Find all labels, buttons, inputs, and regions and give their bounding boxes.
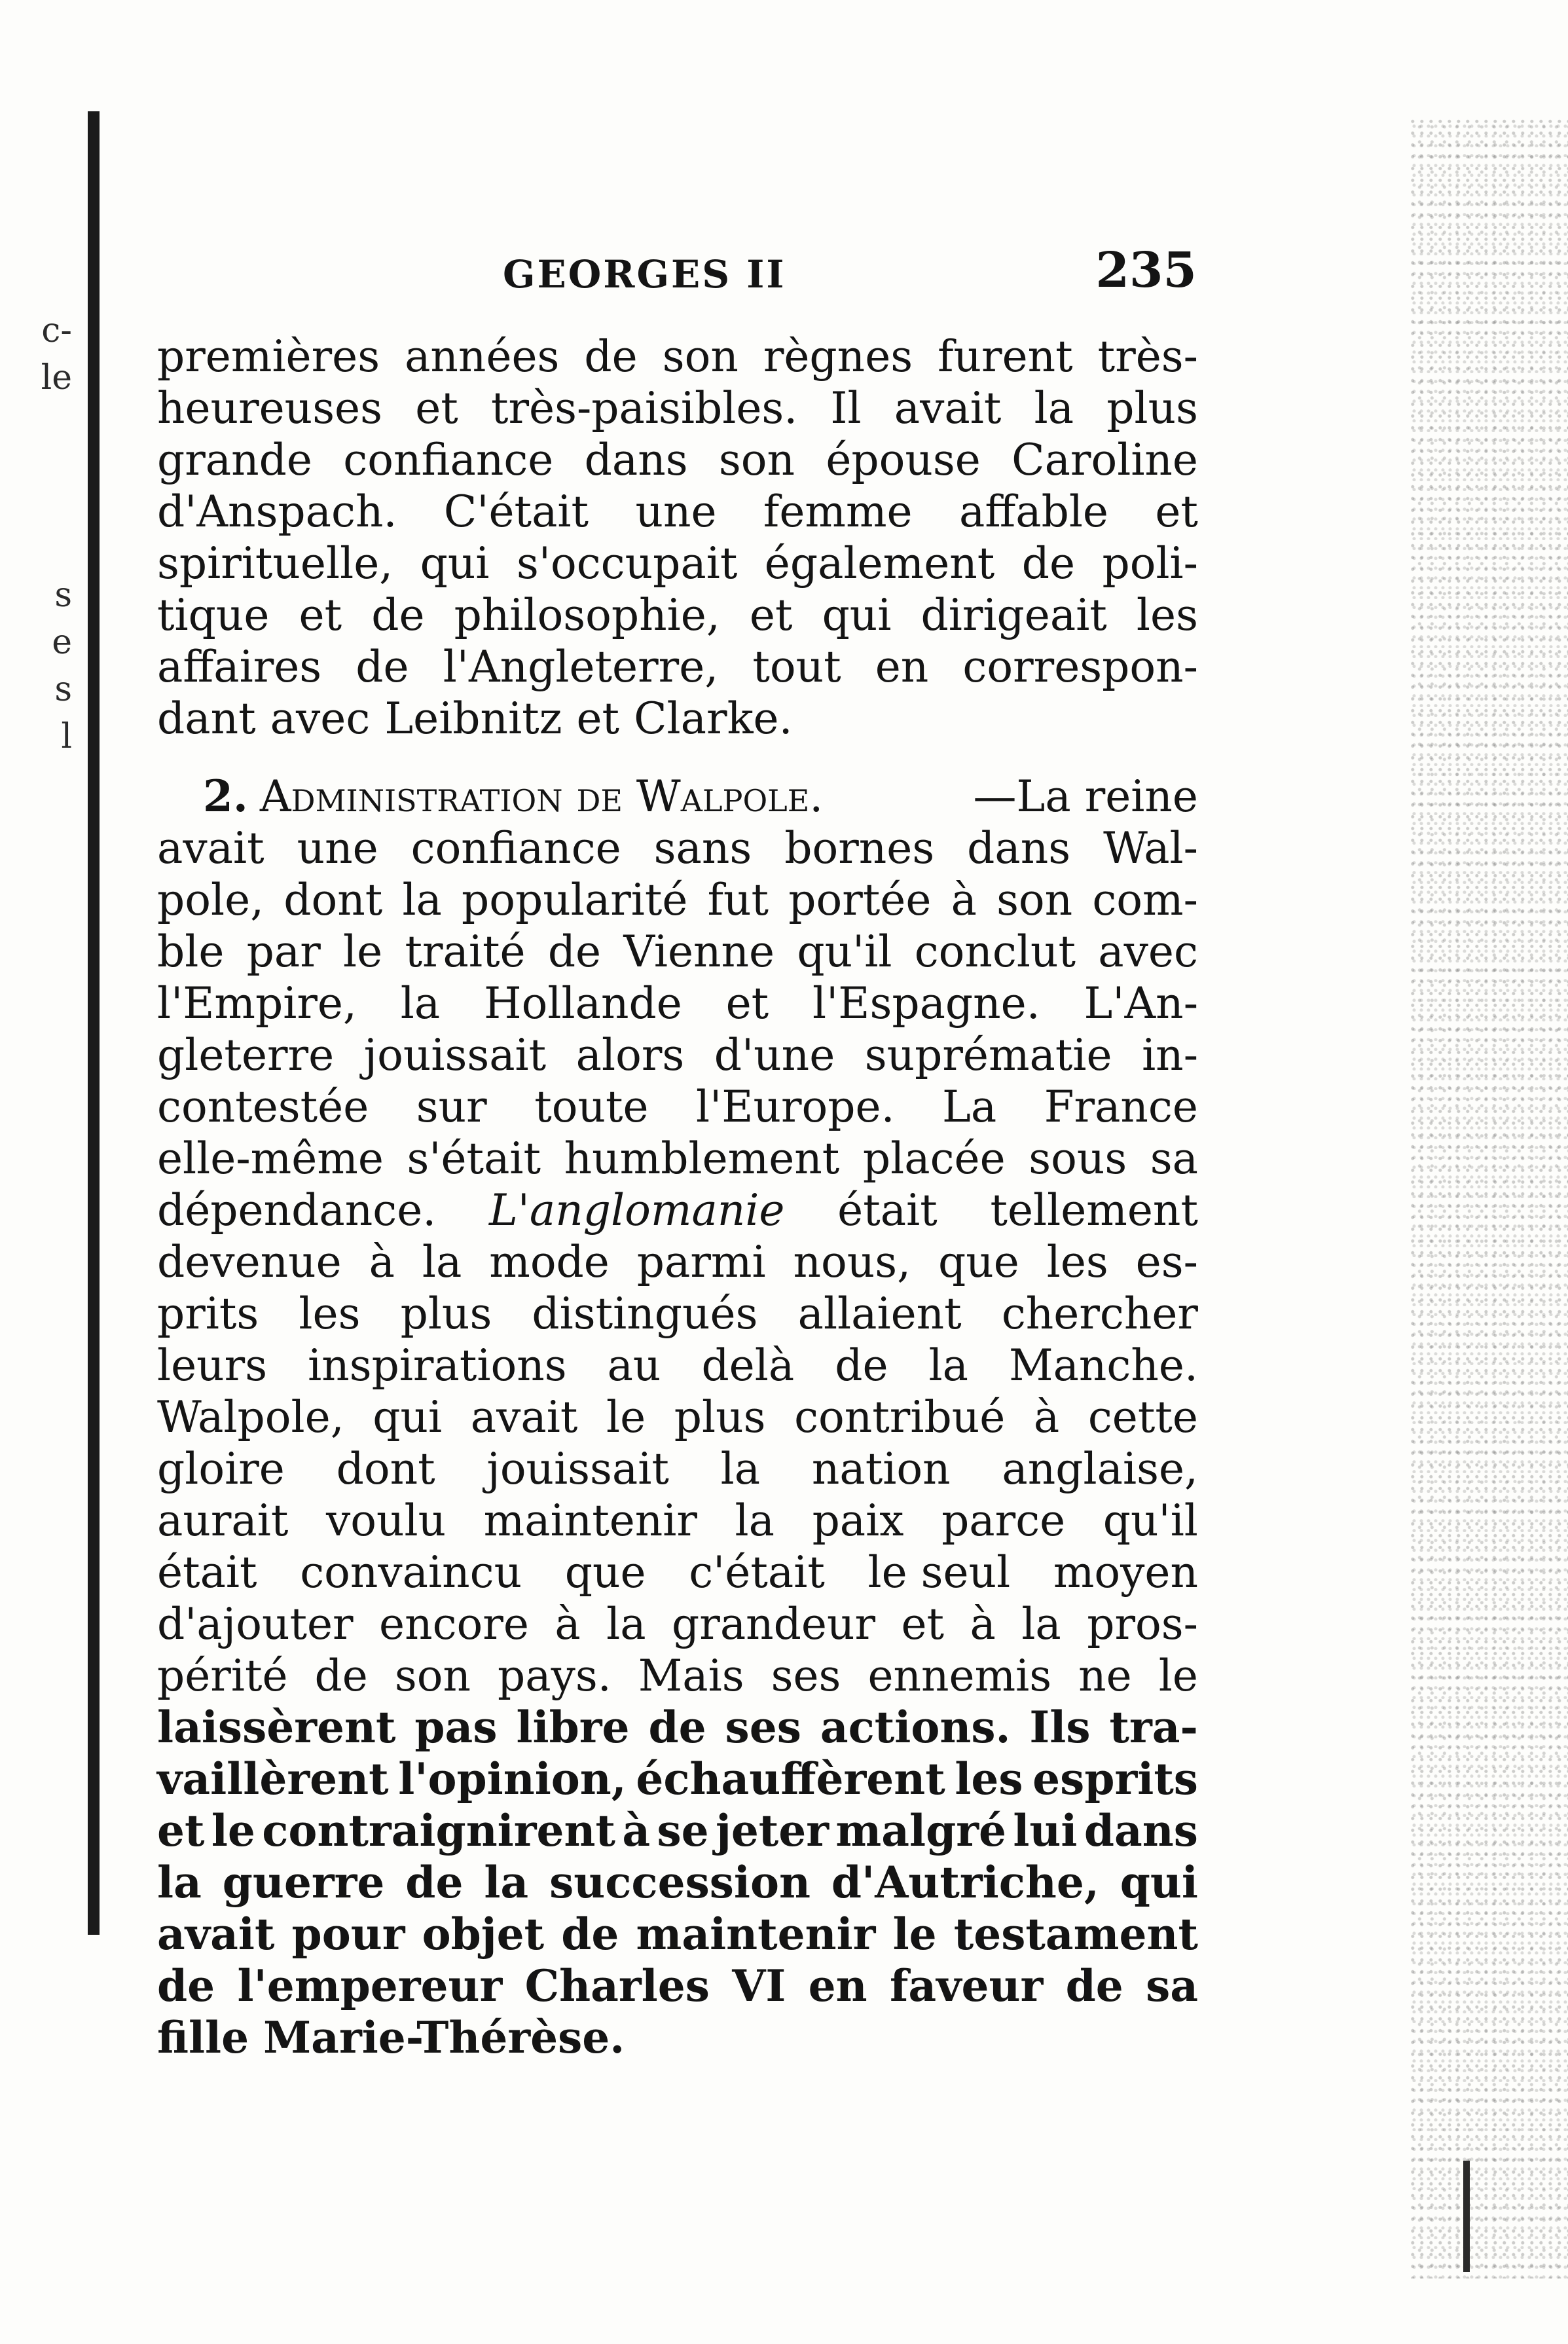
text-line (157, 1133, 1198, 1184)
word: de (314, 1651, 368, 1701)
word: les (1136, 590, 1198, 640)
word: libre (516, 1702, 630, 1753)
word: périté (157, 1651, 288, 1701)
word: et (901, 1599, 945, 1649)
word: voulu (325, 1495, 447, 1546)
word: le (892, 1909, 937, 1960)
word: tra- (1109, 1702, 1198, 1753)
word: anglaise, (1002, 1444, 1198, 1494)
word: d'une (714, 1030, 835, 1080)
word: testament (953, 1909, 1198, 1960)
word: Mais (638, 1651, 744, 1701)
word: plus (674, 1392, 766, 1442)
word: placée (862, 1133, 1006, 1184)
word: contestée (157, 1082, 369, 1132)
word: fille (157, 2012, 249, 2063)
word: philosophie, (454, 590, 720, 640)
word: VI (732, 1960, 786, 2011)
word: et (415, 383, 458, 433)
word: plus (400, 1289, 492, 1339)
word: avait (470, 1392, 578, 1442)
text-line (157, 434, 1198, 486)
word: pays. (497, 1651, 611, 1701)
word: d'ajouter (157, 1599, 354, 1649)
bleed-fragment: s (54, 576, 72, 615)
word: les (299, 1289, 361, 1339)
word: sur (416, 1082, 487, 1132)
word: cette (1087, 1392, 1198, 1442)
word: elle-même (157, 1133, 384, 1184)
section-number: 2. (203, 771, 248, 822)
word: qui (1120, 1857, 1198, 1908)
word: malgré (835, 1805, 1006, 1856)
word: sans (653, 823, 752, 873)
word: gleterre (157, 1030, 335, 1080)
text-line (157, 589, 1198, 641)
word: la (1034, 383, 1074, 433)
word: de (356, 642, 409, 692)
word: et (1155, 486, 1198, 537)
word: ses (725, 1702, 801, 1753)
word: de (561, 1909, 619, 1960)
word: dont (283, 875, 383, 925)
word: au (607, 1340, 661, 1391)
word: que (938, 1237, 1019, 1287)
text-line (157, 382, 1198, 434)
word: la (484, 1857, 529, 1908)
word: grandeur (672, 1599, 876, 1649)
word: grande (157, 435, 312, 485)
bleed-fragment: le (41, 358, 72, 397)
word: de (1065, 1960, 1123, 2011)
word: était (157, 1547, 257, 1598)
word: règnes (763, 331, 913, 382)
word: Leibnitz (384, 693, 562, 744)
word: les (955, 1753, 1023, 1804)
text-line (157, 874, 1198, 926)
text-line (157, 1909, 1198, 1960)
word: guerre (222, 1857, 385, 1908)
word: convaincu (300, 1547, 522, 1598)
text-line (157, 1702, 1198, 1753)
word: l'Europe. (696, 1082, 895, 1132)
word: Vienne (623, 926, 775, 977)
bleed-fragment: l (61, 717, 72, 756)
word: son (394, 1651, 471, 1701)
text-line (157, 926, 1198, 978)
word: C'était (443, 486, 589, 537)
word: in- (1142, 1030, 1198, 1080)
word: confiance (343, 435, 554, 485)
word: d'Autriche, (831, 1857, 1099, 1908)
word: la (402, 875, 442, 925)
word: premières (157, 331, 380, 382)
word: Walpole, (157, 1392, 344, 1442)
text-line (157, 978, 1198, 1029)
word: avait (157, 1909, 275, 1960)
section-title: Administration de Walpole. (259, 771, 824, 822)
text-line (157, 1547, 1198, 1598)
word: maintenir (636, 1909, 876, 1960)
word: une (635, 486, 717, 537)
word: faveur (889, 1960, 1044, 2011)
word: dépendance. (157, 1185, 437, 1236)
word: la (157, 1857, 202, 1908)
word: que (564, 1547, 646, 1598)
word: avait (157, 823, 264, 873)
text-line (157, 1598, 1198, 1650)
word: tellement (990, 1185, 1198, 1236)
word: gloire (157, 1444, 285, 1494)
word: fut (707, 875, 769, 925)
word: dirigeait (921, 590, 1107, 640)
word: dans (1084, 1805, 1198, 1856)
word: ennemis (867, 1651, 1052, 1701)
word: pas (414, 1702, 498, 1753)
word: qui (420, 538, 490, 589)
word: pros- (1087, 1599, 1198, 1649)
word: très- (1097, 331, 1198, 382)
bleed-fragment: s (54, 670, 72, 709)
word: et (299, 590, 342, 640)
word: de (1021, 538, 1076, 589)
word: la (422, 1237, 462, 1287)
word: dant (157, 693, 256, 744)
word: les (1046, 1237, 1108, 1287)
word: épouse (826, 435, 981, 485)
word: en (808, 1960, 867, 2011)
word: avec (1098, 926, 1198, 977)
word: avec (270, 693, 371, 744)
word: sa (1150, 1133, 1198, 1184)
word: le (606, 1392, 646, 1442)
word: ne (1078, 1651, 1132, 1701)
word: confiance (410, 823, 621, 873)
word: son (996, 875, 1073, 925)
text-line (157, 822, 1198, 874)
word: devenue (157, 1237, 342, 1287)
word: com- (1092, 875, 1198, 925)
text-line (157, 1753, 1198, 1805)
word: à (970, 1599, 996, 1649)
word: correspon- (962, 642, 1198, 692)
paragraph-2 (157, 771, 1198, 2064)
word: de (157, 1960, 215, 2011)
word: l'opinion, (398, 1753, 627, 1804)
text-line (157, 1340, 1198, 1391)
word: sous (1029, 1133, 1127, 1184)
word: nation (811, 1444, 951, 1494)
page-number: 235 (1095, 242, 1197, 299)
word: pour (291, 1909, 405, 1960)
word: la (400, 978, 441, 1029)
word: la (735, 1495, 775, 1546)
word: prits (157, 1289, 259, 1339)
text-line (157, 1081, 1198, 1133)
text-line (157, 693, 1198, 744)
word: aurait (157, 1495, 289, 1546)
word: également (764, 538, 995, 589)
word: Wal- (1103, 823, 1198, 873)
section-intro-text: —La reine (973, 771, 1198, 822)
text-line (157, 1857, 1198, 1909)
word: par (246, 926, 321, 977)
text-line (157, 331, 1198, 382)
word: et (157, 1805, 205, 1856)
word: encore (379, 1599, 529, 1649)
paragraph-1 (157, 331, 1198, 744)
word: à (555, 1599, 581, 1649)
word: était (837, 1185, 938, 1236)
word: se (657, 1805, 709, 1856)
word: objet (422, 1909, 545, 1960)
word: ble (157, 926, 225, 977)
text-line (157, 641, 1198, 693)
text-line (157, 486, 1198, 538)
running-head (162, 232, 1210, 304)
word: dans (967, 823, 1071, 873)
section-heading-line (157, 771, 1198, 822)
word: en (875, 642, 929, 692)
bleed-fragment: c- (41, 311, 72, 350)
word: s'occupait (516, 538, 738, 589)
word: qu'il (797, 926, 892, 977)
word: de (835, 1340, 888, 1391)
word: mode (489, 1237, 610, 1287)
scan-edge-noise (1411, 118, 1568, 2279)
body-text (157, 331, 1198, 2064)
word: Il (830, 383, 862, 433)
text-line (157, 1443, 1198, 1495)
word: Caroline (1012, 435, 1198, 485)
word: d'Anspach. (157, 486, 397, 537)
word: nous, (793, 1237, 911, 1287)
text-line (157, 2012, 1198, 2064)
word: et (749, 590, 793, 640)
word: moyen (1053, 1547, 1198, 1598)
word: furent (938, 331, 1073, 382)
text-line (157, 1288, 1198, 1340)
word: le (1158, 1651, 1198, 1701)
word: et (725, 978, 769, 1029)
word: échauffèrent (636, 1753, 945, 1804)
word: à (369, 1237, 395, 1287)
word: la (720, 1444, 761, 1494)
word: Marie-Thérèse. (263, 2012, 625, 2063)
word: Manche. (1008, 1340, 1198, 1391)
word: de (584, 331, 638, 382)
word: le seul (867, 1547, 1011, 1598)
word: inspirations (308, 1340, 567, 1391)
word: jeter (715, 1805, 830, 1856)
word: vaillèrent (157, 1753, 389, 1804)
text-line (157, 1805, 1198, 1857)
word: lui (1013, 1805, 1078, 1856)
word: heureuses (157, 383, 382, 433)
word: années (405, 331, 560, 382)
text-line (157, 1495, 1198, 1547)
word: actions. (820, 1702, 1011, 1753)
word: l'Espagne. (812, 978, 1040, 1029)
word: traité (405, 926, 526, 977)
word: portée (788, 875, 932, 925)
word: es- (1135, 1237, 1198, 1287)
word: de (547, 926, 602, 977)
word: ses (771, 1651, 841, 1701)
word: chercher (1001, 1289, 1198, 1339)
word: affable (958, 486, 1108, 537)
word: alors (575, 1030, 685, 1080)
word: le (211, 1805, 255, 1856)
word: Hollande (484, 978, 682, 1029)
text-line (157, 1391, 1198, 1443)
word: L'An- (1084, 978, 1198, 1029)
word: parce (941, 1495, 1066, 1546)
word: delà (701, 1340, 795, 1391)
word: spirituelle, (157, 538, 393, 589)
word: une (297, 823, 378, 873)
word: la (1021, 1599, 1061, 1649)
text-line (157, 1184, 1198, 1236)
word: de (405, 1857, 464, 1908)
word: maintenir (483, 1495, 697, 1546)
word: l'empereur (237, 1960, 503, 2011)
word: l'Angleterre, (443, 642, 719, 692)
text-line (157, 1236, 1198, 1288)
word: humblement (564, 1133, 840, 1184)
word: très-paisibles. (490, 383, 798, 433)
word: tout (752, 642, 841, 692)
scan-edge-mark (1463, 2161, 1470, 2272)
binding-gutter-line (88, 111, 100, 1935)
word: conclut (914, 926, 1076, 977)
word: sa (1146, 1960, 1198, 2011)
word: s'était (407, 1133, 541, 1184)
word: à (1033, 1392, 1060, 1442)
word: femme (763, 486, 913, 537)
word: qui (373, 1392, 443, 1442)
word: avait (894, 383, 1002, 433)
word: France (1044, 1082, 1198, 1132)
word: qui (822, 590, 892, 640)
word: pole, (157, 875, 264, 925)
word: La (942, 1082, 997, 1132)
word: tique (157, 590, 270, 640)
word: la (928, 1340, 968, 1391)
text-line (157, 1960, 1198, 2012)
word: c'était (689, 1547, 825, 1598)
previous-page-bleed (0, 308, 72, 761)
word: dont (336, 1444, 435, 1494)
word: son (718, 435, 795, 485)
word: affaires (157, 642, 322, 692)
text-line (157, 1029, 1198, 1081)
word: plus (1106, 383, 1198, 433)
word: esprits (1032, 1753, 1198, 1804)
word: à (622, 1805, 651, 1856)
word: à (951, 875, 977, 925)
word: dans (584, 435, 688, 485)
word: suprématie (864, 1030, 1112, 1080)
word: la (606, 1599, 646, 1649)
word: poli- (1102, 538, 1198, 589)
word: jouissait (363, 1030, 547, 1080)
word: son (662, 331, 738, 382)
word: leurs (157, 1340, 268, 1391)
word: bornes (784, 823, 935, 873)
word: paix (812, 1495, 904, 1546)
word: toute (534, 1082, 649, 1132)
word: allaient (797, 1289, 962, 1339)
word: Clarke. (634, 693, 793, 744)
word: le (343, 926, 383, 977)
word: et (576, 693, 620, 744)
text-line (157, 538, 1198, 589)
word: contraignirent (262, 1805, 615, 1856)
word: Ils (1029, 1702, 1091, 1753)
word: qu'il (1103, 1495, 1198, 1546)
word: l'Empire, (157, 978, 357, 1029)
word: parmi (636, 1237, 766, 1287)
word: popularité (462, 875, 688, 925)
word: de (371, 590, 425, 640)
word: L'anglomanie (488, 1185, 785, 1236)
word: de (648, 1702, 706, 1753)
word: succession (549, 1857, 811, 1908)
word: laissèrent (157, 1702, 396, 1753)
word: Charles (524, 1960, 710, 2011)
word: jouissait (486, 1444, 669, 1494)
word: contribué (794, 1392, 1006, 1442)
text-line (157, 1650, 1198, 1702)
running-title: GEORGES II (503, 252, 786, 297)
word: distingués (532, 1289, 758, 1339)
bleed-fragment: e (52, 623, 72, 662)
